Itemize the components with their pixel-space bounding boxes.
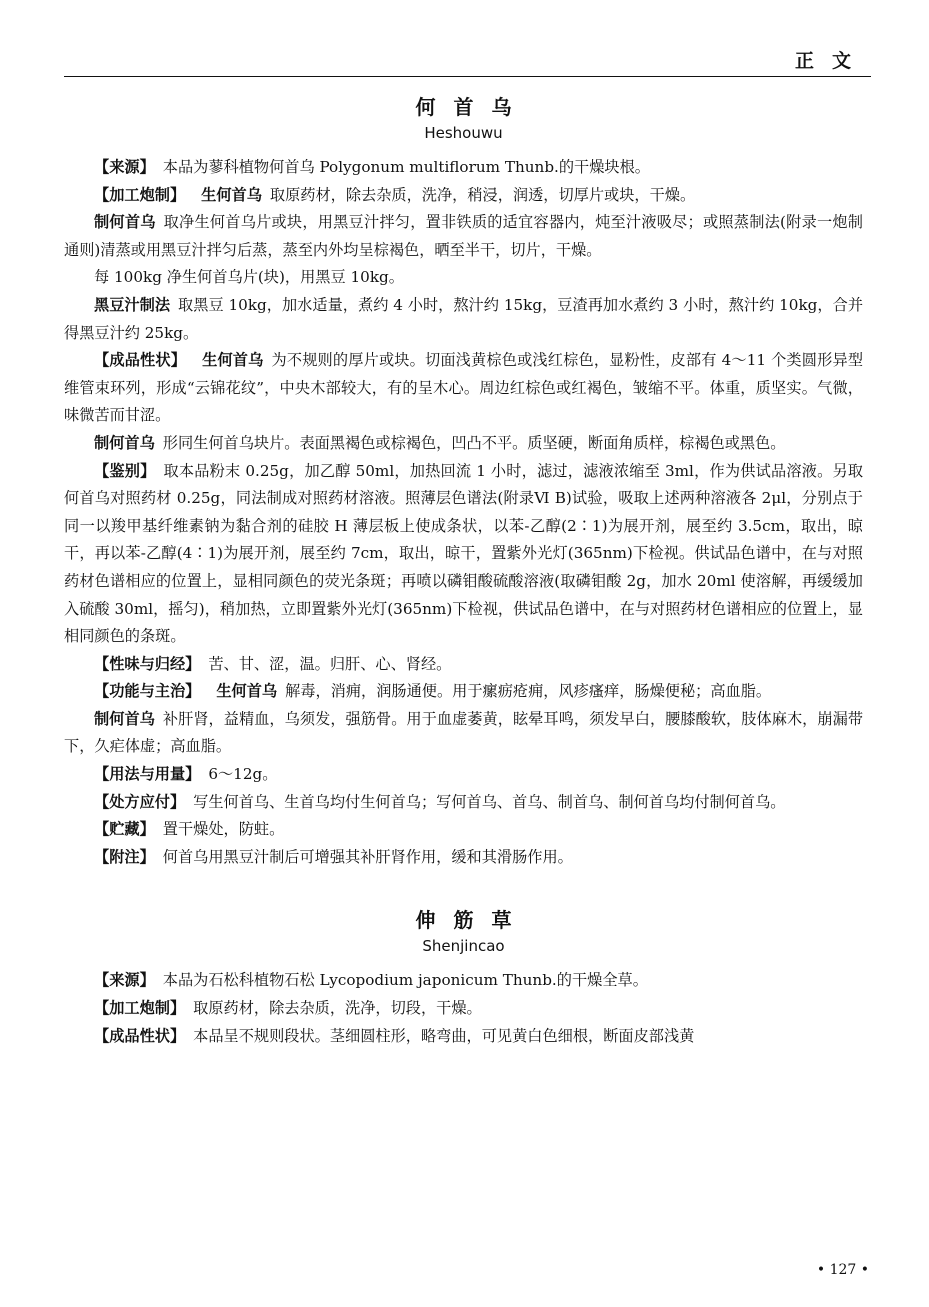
paragraph: [64, 1023, 863, 1051]
paragraph-text: 写生何首乌、生首乌均付生何首乌；写何首乌、首乌、制首乌、制何首乌均付制何首乌。: [193, 792, 786, 811]
entry-body: [64, 967, 863, 1050]
paragraph-text: 苦、甘、涩，温。归肝、心、肾经。: [208, 654, 452, 673]
paragraph: [64, 182, 863, 210]
paragraph-text: 形同生何首乌块片。表面黑褐色或棕褐色，凹凸不平。质坚硬，断面角质样，棕褐色或黑色。: [162, 433, 786, 452]
paragraph: [64, 706, 863, 761]
header-rule: [64, 76, 871, 77]
paragraph-text: 取原药材，除去杂质，洗净，稍浸，润透，切厚片或块，干燥。: [269, 185, 696, 204]
subsection-label: 制何首乌: [94, 213, 156, 232]
paragraph: [64, 789, 863, 817]
paragraph-text: 取原药材，除去杂质，洗净，切段，干燥。: [193, 999, 482, 1018]
paragraph: [64, 967, 863, 995]
paragraph-text: 何首乌用黑豆汁制后可增强其补肝肾作用，缓和其滑肠作用。: [162, 847, 573, 866]
section-label: 【用法与用量】: [94, 765, 201, 784]
paragraph-text: 置干燥处，防蛀。: [162, 820, 285, 839]
running-header-title: 正文: [794, 50, 869, 72]
paragraph-text: 取净生何首乌片或块，用黑豆汁拌匀，置非铁质的适宜容器内，炖至汁液吸尽；或照蒸制法(附录一炮制通则)清蒸或用黑豆汁拌匀后蒸，蒸至内外均呈棕褐色，晒至半干，切片，干燥。: [64, 213, 863, 259]
section-label: 【鉴别】: [94, 461, 156, 480]
entry-pinyin: Shenjincao: [422, 937, 505, 956]
subsection-label: 生何首乌: [201, 185, 262, 204]
section-label: 【加工炮制】: [94, 185, 186, 204]
section-label: 【成品性状】: [94, 351, 187, 370]
paragraph-text: 本品呈不规则段状。茎细圆柱形，略弯曲，可见黄白色细根，断面皮部浅黄: [193, 1026, 695, 1045]
paragraph: [64, 430, 863, 458]
paragraph: [64, 678, 863, 706]
paragraph-text: 6～12g。: [208, 765, 278, 784]
subsection-label: 生何首乌: [216, 682, 278, 701]
entry-heshouwu: [64, 92, 863, 871]
paragraph: [64, 458, 863, 651]
paragraph-text: 每 100kg 净生何首乌片(块)，用黑豆 10kg。: [94, 268, 404, 287]
subsection-label: 制何首乌: [94, 709, 155, 728]
paragraph-text: 本品为蓼科植物何首乌 Polygonum multiflorum Thunb.的干燥块根。: [162, 158, 650, 176]
page-number: • 127 •: [816, 1262, 869, 1278]
section-label: 【来源】: [94, 971, 155, 990]
subsection-label: 生何首乌: [202, 351, 264, 370]
paragraph: [64, 995, 863, 1023]
section-label: 【性味与归经】: [94, 654, 201, 673]
entry-title: 何首乌: [415, 95, 530, 119]
section-label: 【加工炮制】: [94, 999, 186, 1018]
paragraph-text: 补肝肾，益精血，乌须发，强筋骨。用于血虚萎黄，眩晕耳鸣，须发早白，腰膝酸软，肢体麻木，崩漏带下，久疟体虚；高血脂。: [64, 709, 864, 756]
subsection-label: 制何首乌: [94, 433, 155, 452]
paragraph-text: 取黑豆 10kg，加水适量，煮约 4 小时，熬汁约 15kg，豆渣再加水煮约 3 小时，熬汁约 10kg，合并得黑豆汁约 25kg。: [64, 295, 864, 342]
page-content: [64, 92, 863, 1050]
entry-title: 伸筋草: [415, 908, 530, 933]
section-label: 【功能与主治】: [94, 682, 201, 701]
paragraph: [64, 209, 863, 264]
section-label: 【成品性状】: [94, 1026, 186, 1045]
entry-pinyin: Heshouwu: [424, 124, 503, 142]
paragraph: [64, 816, 863, 844]
section-label: 【贮藏】: [94, 820, 155, 839]
section-label: 【来源】: [94, 158, 155, 176]
paragraph-text: 为不规则的厚片或块。切面浅黄棕色或浅红棕色，显粉性，皮部有 4～11 个类圆形异型维管束环列，形成“云锦花纹”，中央木部较大，有的呈木心。周边红棕色或红褐色，皱缩不平。体重，质坚实。气微，味微苦而甘涩。: [64, 351, 864, 425]
paragraph: [64, 264, 863, 292]
paragraph-text: 取本品粉末 0.25g，加乙醇 50ml，加热回流 1 小时，滤过，滤液浓缩至 3ml，作为供试品溶液。另取何首乌对照药材 0.25g，同法制成对照药材溶液。照薄层色谱法(附录Ⅵ B)试验，吸取上述两种溶液各 2μl，分别点于同一以羧甲基纤维素钠为黏合剂的硅胶 H 薄层板上使成条状，以苯-乙醇(2∶1)为展开剂，展至约 3.5cm，取出，晾干，再以苯-乙醇(4∶1)为展开剂，展至约 7cm，取出，晾干，置紫外光灯(365nm)下检视。供试品色谱中，在与对照药材色谱相应的位置上，显相同颜色的荧光条斑；再喷以磷钼酸硫酸溶液(取磷钼酸 2g，加水 20ml 使溶解，再缓缓加入硫酸 30ml，摇匀)，稍加热，立即置紫外光灯(365nm)下检视，供试品色谱中，在与对照药材色谱相应的位置上，显相同颜色的条斑。: [64, 461, 864, 646]
entry-shenjincao: [64, 905, 863, 1050]
paragraph: [64, 761, 863, 789]
subsection-label: 黑豆汁制法: [94, 295, 171, 314]
section-label: 【附注】: [94, 847, 155, 866]
paragraph: [64, 347, 863, 430]
paragraph-text: 解毒，消痈，润肠通便。用于瘰疬疮痈，风疹瘙痒，肠燥便秘；高血脂。: [285, 682, 772, 701]
entry-body: [64, 154, 863, 871]
paragraph: [64, 292, 863, 347]
paragraph: [64, 651, 863, 679]
paragraph: [64, 154, 863, 182]
section-label: 【处方应付】: [94, 792, 186, 811]
paragraph: [64, 844, 863, 872]
paragraph-text: 本品为石松科植物石松 Lycopodium japonicum Thunb.的干燥全草。: [162, 971, 648, 990]
